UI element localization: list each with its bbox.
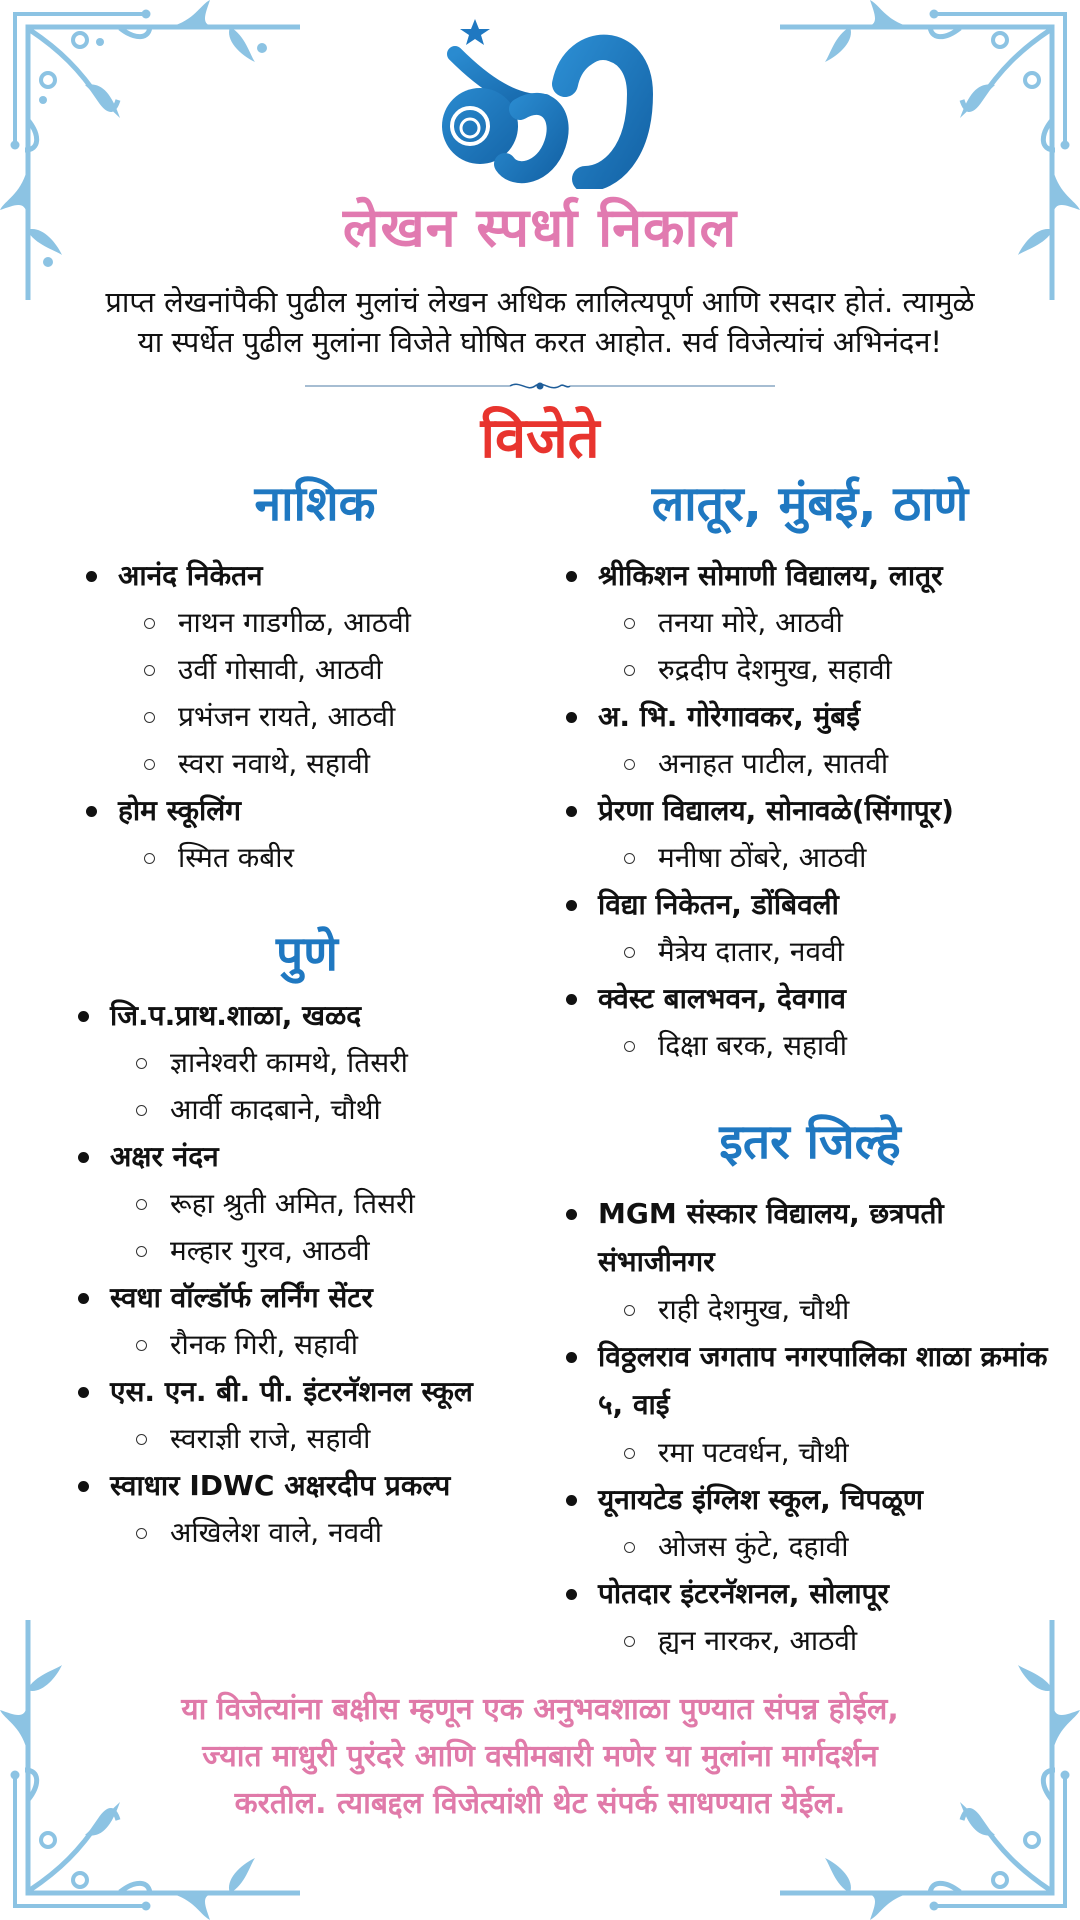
- school-item: विठ्ठलराव जगताप नगरपालिका शाळा क्रमांक ५, वाई रमा पटवर्धन, चौथी: [560, 1333, 1060, 1476]
- school-item: अ. भि. गोरेगावकर, मुंबई अनाहत पाटील, सातवी: [560, 693, 1060, 787]
- student-item: ओजस कुंटे, दहावी: [598, 1523, 1060, 1570]
- region-title-nashik: नाशिक: [254, 476, 376, 532]
- student-item: प्रभंजन रायते, आठवी: [118, 693, 550, 740]
- student-item: स्वराज्ञी राजे, सहावी: [110, 1415, 542, 1462]
- footer-line-1: या विजेत्यांना बक्षीस म्हणून एक अनुभवशाळा पुण्यात संपन्न होईल,: [181, 1692, 899, 1727]
- region-pune: [72, 924, 542, 1556]
- student-item: मैत्रेय दातार, नववी: [598, 928, 1060, 975]
- kulfi-logo-icon: [425, 14, 655, 189]
- region-title-latur-mumbai-thane: लातूर, मुंबई, ठाणे: [651, 476, 969, 532]
- student-item: मल्हार गुरव, आठवी: [110, 1227, 542, 1274]
- intro-line-1: प्राप्त लेखनांपैकी पुढील मुलांचं लेखन अधिक लालित्यपूर्ण आणि रसदार होतं. त्यामुळे: [105, 285, 975, 319]
- student-item: रमा पटवर्धन, चौथी: [598, 1429, 1060, 1476]
- intro-text: [40, 282, 1040, 362]
- page-title: लेखन स्पर्धा निकाल: [342, 196, 738, 259]
- school-item: अक्षर नंदन रूहा श्रुती अमित, तिसरी मल्हार गुरव, आठवी: [72, 1133, 542, 1274]
- school-item: विद्या निकेतन, डोंबिवली मैत्रेय दातार, नववी: [560, 881, 1060, 975]
- region-latur-mumbai-thane: [560, 474, 1060, 1069]
- school-item: श्रीकिशन सोमाणी विद्यालय, लातूर तनया मोरे, आठवी रुद्रदीप देशमुख, सहावी: [560, 552, 1060, 693]
- region-other-districts: [560, 1112, 1060, 1664]
- footer-line-3: करतील. त्याबद्दल विजेत्यांशी थेट संपर्क साधण्यात येईल.: [234, 1786, 846, 1821]
- intro-line-2: या स्पर्धेत पुढील मुलांना विजेते घोषित करत आहोत. सर्व विजेत्यांचं अभिनंदन!: [137, 325, 943, 359]
- region-nashik: [80, 474, 550, 881]
- student-item: तनया मोरे, आठवी: [598, 599, 1060, 646]
- student-item: राही देशमुख, चौथी: [598, 1286, 1060, 1333]
- region-title-other-districts: इतर जिल्हे: [719, 1114, 901, 1170]
- student-item: स्मित कबीर: [118, 834, 550, 881]
- school-item: यूनायटेड इंग्लिश स्कूल, चिपळूण ओजस कुंटे, दहावी: [560, 1476, 1060, 1570]
- student-item: दिक्षा बरक, सहावी: [598, 1022, 1060, 1069]
- student-item: अखिलेश वाले, नववी: [110, 1509, 542, 1556]
- school-item: MGM संस्कार विद्यालय, छत्रपती संभाजीनगर राही देशमुख, चौथी: [560, 1190, 1060, 1333]
- student-item: ज्ञानेश्वरी कामथे, तिसरी: [110, 1039, 542, 1086]
- student-item: अनाहत पाटील, सातवी: [598, 740, 1060, 787]
- school-item: आनंद निकेतन नाथन गाडगीळ, आठवी उर्वी गोसावी, आठवी प्रभंजन रायते, आठवी स्वरा नवाथे, सहावी: [80, 552, 550, 787]
- student-item: नाथन गाडगीळ, आठवी: [118, 599, 550, 646]
- school-item: जि.प.प्राथ.शाळा, खळद ज्ञानेश्वरी कामथे, तिसरी आर्वी कादबाने, चौथी: [72, 992, 542, 1133]
- school-item: स्वाधार IDWC अक्षरदीप प्रकल्प अखिलेश वाले, नववी: [72, 1462, 542, 1556]
- winners-heading: विजेते: [480, 406, 600, 471]
- student-item: रुद्रदीप देशमुख, सहावी: [598, 646, 1060, 693]
- school-item: स्वधा वॉल्डॉर्फ लर्निंग सेंटर रौनक गिरी, सहावी: [72, 1274, 542, 1368]
- school-item: होम स्कूलिंग स्मित कबीर: [80, 787, 550, 881]
- student-item: आर्वी कादबाने, चौथी: [110, 1086, 542, 1133]
- student-item: ह्यन नारकर, आठवी: [598, 1617, 1060, 1664]
- school-item: प्रेरणा विद्यालय, सोनावळे(सिंगापूर) मनीषा ठोंबरे, आठवी: [560, 787, 1060, 881]
- school-item: पोतदार इंटरनॅशनल, सोलापूर ह्यन नारकर, आठवी: [560, 1570, 1060, 1664]
- footer-line-2: ज्यात माधुरी पुरंदरे आणि वसीमबारी मणेर या मुलांना मार्गदर्शन: [202, 1739, 878, 1774]
- student-item: रौनक गिरी, सहावी: [110, 1321, 542, 1368]
- footer-note: [60, 1686, 1020, 1827]
- school-item: एस. एन. बी. पी. इंटरनॅशनल स्कूल स्वराज्ञी राजे, सहावी: [72, 1368, 542, 1462]
- ornamental-divider-icon: [305, 377, 775, 389]
- student-item: उर्वी गोसावी, आठवी: [118, 646, 550, 693]
- student-item: मनीषा ठोंबरे, आठवी: [598, 834, 1060, 881]
- student-item: स्वरा नवाथे, सहावी: [118, 740, 550, 787]
- student-item: रूहा श्रुती अमित, तिसरी: [110, 1180, 542, 1227]
- region-title-pune: पुणे: [276, 926, 338, 982]
- school-item: क्वेस्ट बालभवन, देवगाव दिक्षा बरक, सहावी: [560, 975, 1060, 1069]
